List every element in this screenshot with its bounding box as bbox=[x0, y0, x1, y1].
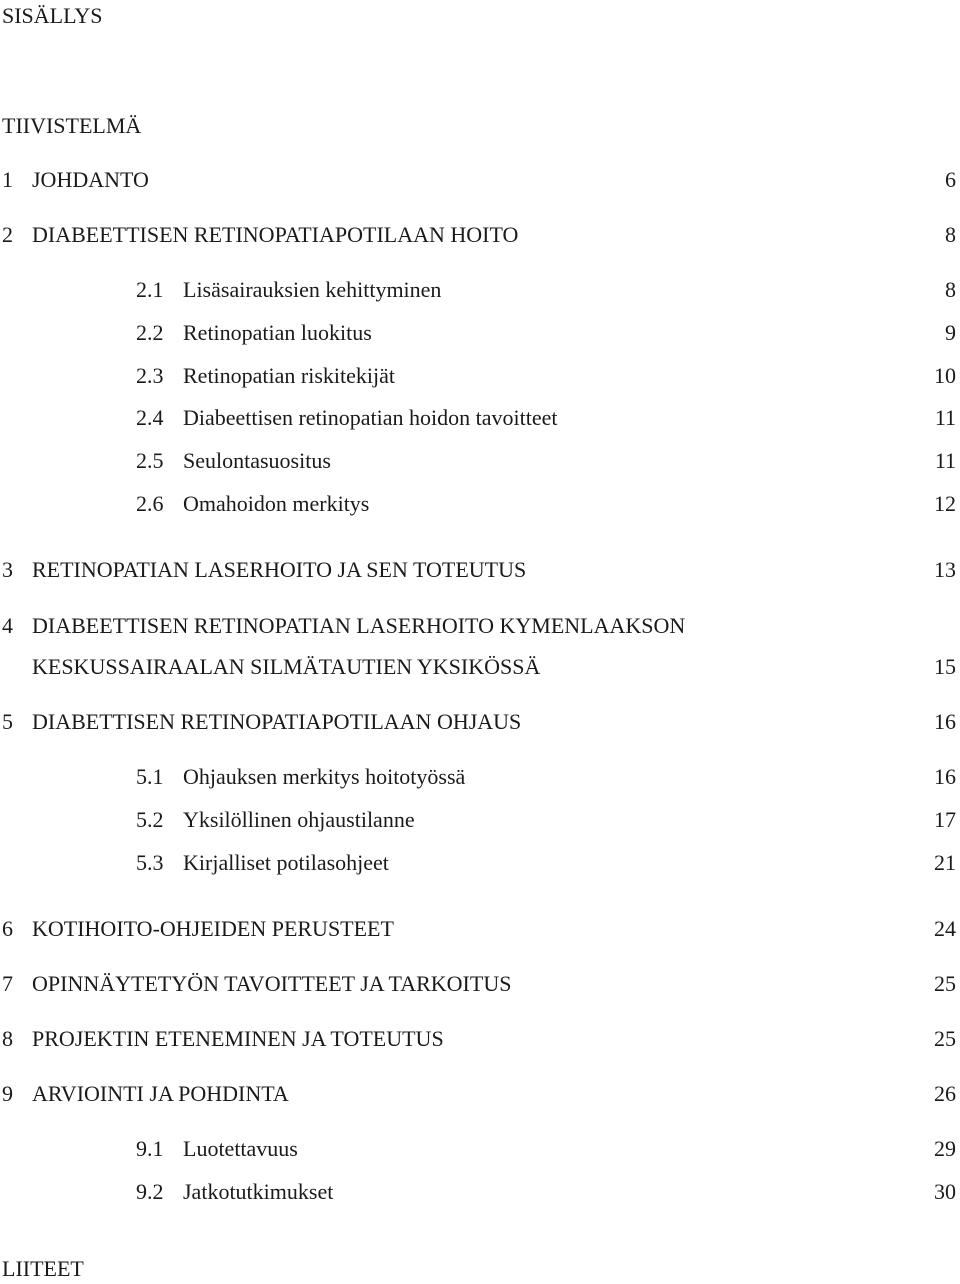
entry-number: 9.1 bbox=[136, 1136, 164, 1161]
entry-title: DIABEETTISEN RETINOPATIAPOTILAAN HOITO bbox=[32, 222, 519, 247]
entry-number: 2.3 bbox=[136, 363, 164, 388]
entry-title: KESKUSSAIRAALAN SILMÄTAUTIEN YKSIKÖSSÄ bbox=[32, 654, 541, 679]
entry-number: 2 bbox=[2, 222, 13, 247]
entry-number: 7 bbox=[2, 971, 13, 996]
entry-title: Ohjauksen merkitys hoitotyössä bbox=[183, 764, 466, 789]
entry-number: 5 bbox=[2, 709, 13, 734]
toc-subentry[interactable] bbox=[0, 489, 960, 519]
toc-entry[interactable] bbox=[0, 969, 960, 999]
entry-number: 4 bbox=[2, 613, 13, 638]
toc-subentry[interactable] bbox=[0, 1134, 960, 1164]
page-title: SISÄLLYS bbox=[2, 3, 103, 28]
toc-subentry[interactable] bbox=[0, 318, 960, 348]
entry-title: RETINOPATIAN LASERHOITO JA SEN TOTEUTUS bbox=[32, 557, 527, 582]
entry-number: 9.2 bbox=[136, 1179, 164, 1204]
entry-title: OPINNÄYTETYÖN TAVOITTEET JA TARKOITUS bbox=[32, 971, 512, 996]
toc-subentry[interactable] bbox=[0, 1177, 960, 1207]
entry-title: Jatkotutkimukset bbox=[183, 1179, 334, 1204]
toc-entry[interactable] bbox=[0, 611, 960, 641]
entry-page: 12 bbox=[934, 491, 956, 516]
toc-entry[interactable] bbox=[0, 1024, 960, 1054]
entry-page: 17 bbox=[934, 807, 956, 832]
toc-entry[interactable] bbox=[0, 555, 960, 585]
entry-page: 24 bbox=[934, 916, 956, 941]
entry-page: 6 bbox=[945, 167, 956, 192]
toc-subentry[interactable] bbox=[0, 848, 960, 878]
entry-page: 15 bbox=[934, 654, 956, 679]
entry-title: Yksilöllinen ohjaustilanne bbox=[183, 807, 415, 832]
entry-page: 30 bbox=[934, 1179, 956, 1204]
appendices-heading: LIITEET bbox=[2, 1256, 84, 1281]
entry-page: 25 bbox=[934, 971, 956, 996]
toc-subentry[interactable] bbox=[0, 446, 960, 476]
entry-number: 2.4 bbox=[136, 405, 164, 430]
entry-page: 9 bbox=[945, 320, 956, 345]
entry-number: 5.2 bbox=[136, 807, 164, 832]
entry-page: 26 bbox=[934, 1081, 956, 1106]
entry-number: 2.6 bbox=[136, 491, 164, 516]
entry-page: 8 bbox=[945, 222, 956, 247]
toc-entry[interactable] bbox=[0, 914, 960, 944]
entry-title: Kirjalliset potilasohjeet bbox=[183, 850, 389, 875]
toc-subentry[interactable] bbox=[0, 762, 960, 792]
entry-page: 21 bbox=[934, 850, 956, 875]
toc-entry[interactable] bbox=[0, 220, 960, 250]
entry-title: Lisäsairauksien kehittyminen bbox=[183, 277, 442, 302]
toc-subentry[interactable] bbox=[0, 275, 960, 305]
abstract-heading: TIIVISTELMÄ bbox=[2, 113, 142, 138]
toc-entry-continuation[interactable] bbox=[0, 652, 960, 682]
entry-number: 2.5 bbox=[136, 448, 164, 473]
entry-page: 10 bbox=[934, 363, 956, 388]
entry-number: 5.1 bbox=[136, 764, 164, 789]
entry-title: Retinopatian riskitekijät bbox=[183, 363, 396, 388]
entry-title: Diabeettisen retinopatian hoidon tavoitteet bbox=[183, 405, 558, 430]
entry-title: Luotettavuus bbox=[183, 1136, 298, 1161]
entry-page: 16 bbox=[934, 764, 956, 789]
entry-page: 25 bbox=[934, 1026, 956, 1051]
entry-page: 29 bbox=[934, 1136, 956, 1161]
entry-number: 1 bbox=[2, 167, 13, 192]
entry-number: 2.1 bbox=[136, 277, 164, 302]
entry-number: 5.3 bbox=[136, 850, 164, 875]
entry-number: 8 bbox=[2, 1026, 13, 1051]
entry-title: DIABEETTISEN RETINOPATIAN LASERHOITO KYMENLAAKSON bbox=[32, 613, 686, 638]
toc-subentry[interactable] bbox=[0, 361, 960, 391]
entry-page: 13 bbox=[934, 557, 956, 582]
entry-number: 2.2 bbox=[136, 320, 164, 345]
entry-title: Retinopatian luokitus bbox=[183, 320, 372, 345]
entry-page: 11 bbox=[934, 448, 956, 473]
entry-number: 6 bbox=[2, 916, 13, 941]
toc-entry[interactable] bbox=[0, 165, 960, 195]
toc-subentry[interactable] bbox=[0, 403, 960, 433]
entry-page: 16 bbox=[934, 709, 956, 734]
toc-subentry[interactable] bbox=[0, 805, 960, 835]
entry-page: 11 bbox=[934, 405, 956, 430]
entry-title: PROJEKTIN ETENEMINEN JA TOTEUTUS bbox=[32, 1026, 444, 1051]
toc-entry[interactable] bbox=[0, 707, 960, 737]
entry-title: Seulontasuositus bbox=[183, 448, 331, 473]
entry-title: DIABETTISEN RETINOPATIAPOTILAAN OHJAUS bbox=[32, 709, 522, 734]
entry-page: 8 bbox=[945, 277, 956, 302]
entry-title: KOTIHOITO-OHJEIDEN PERUSTEET bbox=[32, 916, 394, 941]
entry-number: 9 bbox=[2, 1081, 13, 1106]
entry-number: 3 bbox=[2, 557, 13, 582]
entry-title: Omahoidon merkitys bbox=[183, 491, 370, 516]
toc-entry[interactable] bbox=[0, 1079, 960, 1109]
entry-title: JOHDANTO bbox=[32, 167, 149, 192]
entry-title: ARVIOINTI JA POHDINTA bbox=[32, 1081, 289, 1106]
